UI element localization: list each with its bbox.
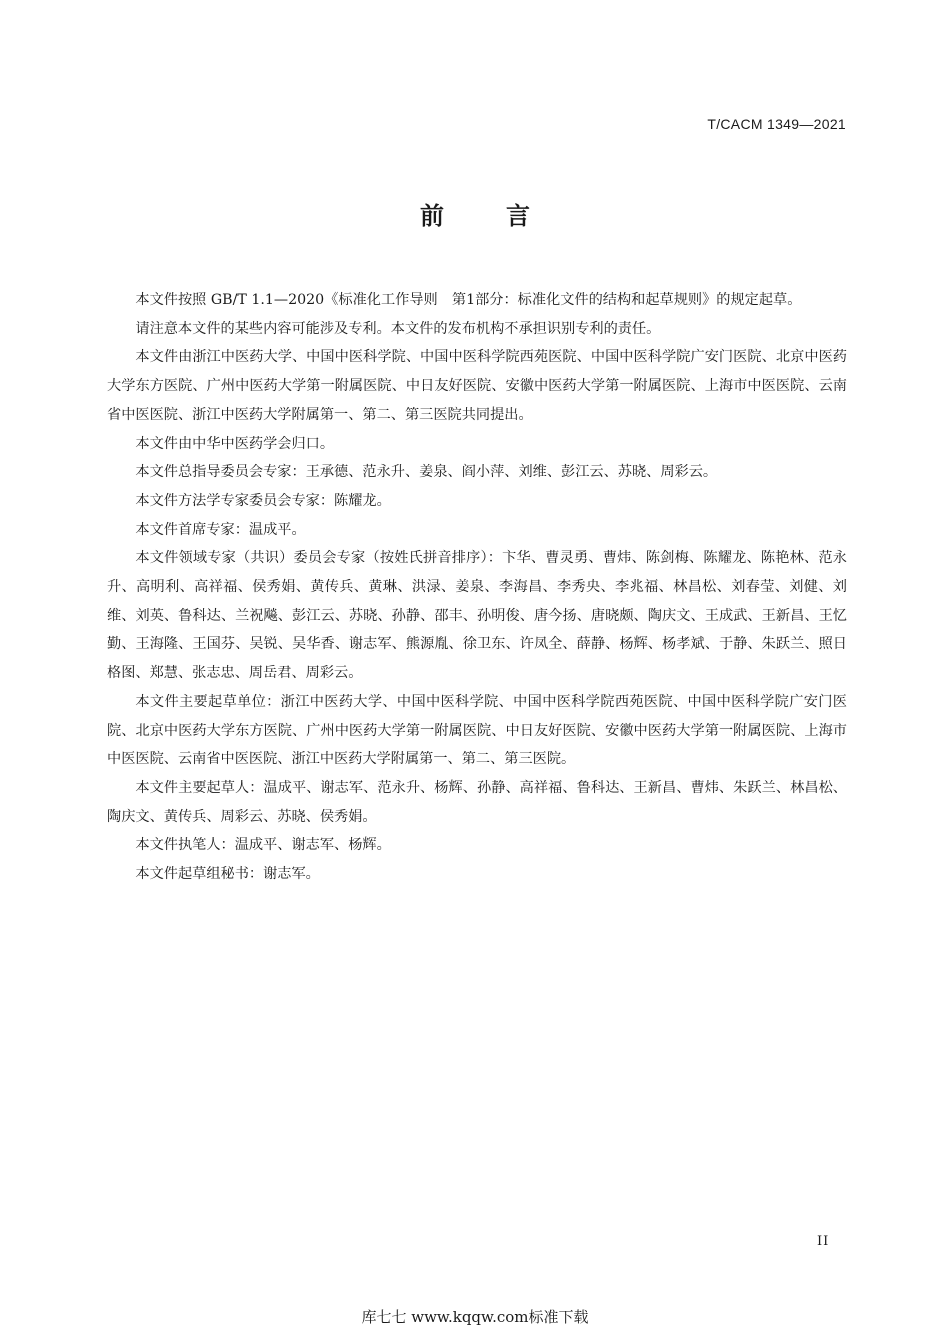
body-content	[107, 286, 847, 889]
page-number: II	[817, 1234, 830, 1249]
footer-watermark: 库七七 www.kqqw.com标准下载	[361, 1308, 589, 1326]
paragraph-drafting-rules: 本文件按照 GB/T 1.1—2020《标准化工作导则 第1部分：标准化文件的结构和起草规则》的规定起草。	[135, 292, 802, 308]
paragraph-patent-notice: 请注意本文件的某些内容可能涉及专利。本文件的发布机构不承担识别专利的责任。	[135, 320, 661, 337]
paragraph-chief-expert: 本文件首席专家：温成平。	[135, 521, 306, 538]
paragraph-proposers: 本文件由浙江中医药大学、中国中医科学院、中国中医科学院西苑医院、中国中医科学院广安门医院、北京中医药大学东方医院、广州中医药大学第一附属医院、中日友好医院、安徽中医药大学第一附属医院、上海市中医医院、云南省中医医院、浙江中医药大学附属第一、第二、第三医院共同提出。	[107, 349, 847, 423]
paragraph-centralized-by: 本文件由中华中医药学会归口。	[135, 435, 335, 452]
page-title: 前言	[420, 202, 592, 230]
paragraph-steering-experts: 本文件总指导委员会专家：王承德、范永升、姜泉、阎小萍、刘维、彭江云、苏晓、周彩云。	[135, 464, 718, 481]
paragraph-methodology-experts: 本文件方法学专家委员会专家：陈耀龙。	[135, 492, 391, 509]
paragraph-secretary: 本文件起草组秘书：谢志军。	[135, 866, 320, 883]
paragraph-main-drafters: 本文件主要起草人：温成平、谢志军、范永升、杨辉、孙静、高祥福、鲁科达、王新昌、曹炜、朱跃兰、林昌松、陶庆文、黄传兵、周彩云、苏晓、侯秀娟。	[107, 779, 847, 825]
paragraph-domain-experts: 本文件领域专家（共识）委员会专家（按姓氏拼音排序）：卞华、曹灵勇、曹炜、陈剑梅、陈耀龙、陈艳林、范永升、高明利、高祥福、侯秀娟、黄传兵、黄琳、洪渌、姜泉、李海昌、李秀央、李兆福、林昌松、刘春莹、刘健、刘维、刘英、鲁科达、兰祝飚、彭江云、苏晓、孙静、邵丰、孙明俊、唐今扬、唐晓颇、陶庆文、王成武、王新昌、王忆勤、王海隆、王国芬、吴锐、吴华香、谢志军、熊源胤、徐卫东、许凤全、薛静、杨辉、杨孝斌、于静、朱跃兰、照日格图、郑慧、张志忠、周岳君、周彩云。	[107, 550, 847, 682]
paragraph-writers: 本文件执笔人：温成平、谢志军、杨辉。	[135, 837, 391, 854]
paragraph-drafting-units: 本文件主要起草单位：浙江中医药大学、中国中医科学院、中国中医科学院西苑医院、中国中医科学院广安门医院、北京中医药大学东方医院、广州中医药大学第一附属医院、中日友好医院、安徽中医药大学第一附属医院、上海市中医医院、云南省中医医院、浙江中医药大学附属第一、第二、第三医院。	[107, 693, 847, 768]
document-code: T/CACM 1349—2021	[707, 116, 846, 132]
